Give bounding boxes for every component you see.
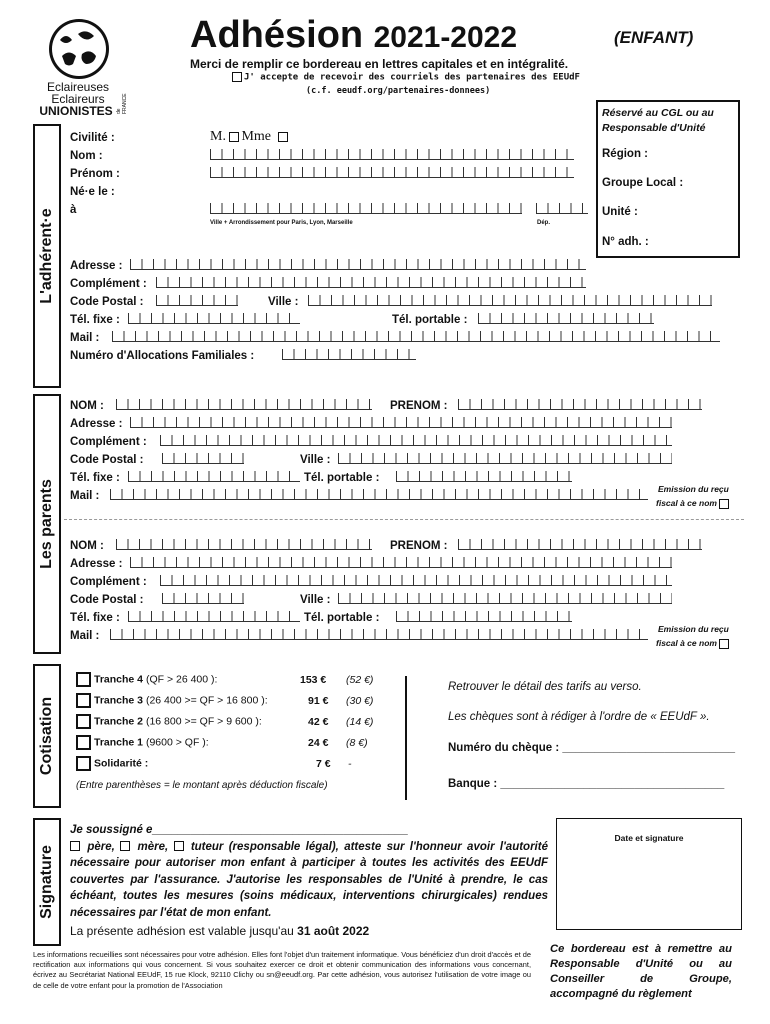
tuteur-checkbox[interactable]: [174, 841, 184, 851]
parent-adresse-field[interactable]: [130, 417, 672, 428]
parent-ville-field[interactable]: [338, 593, 672, 604]
m-checkbox[interactable]: [229, 132, 239, 142]
parent-nom-label: NOM :: [70, 540, 104, 552]
parent-block-1: [0, 398, 770, 518]
consent-checkbox[interactable]: [232, 72, 242, 82]
instruction: Merci de remplir ce bordereau en lettres capitales et en intégralité.: [190, 57, 569, 71]
logo-line1: Eclaireuses: [46, 80, 110, 94]
parent-prenom-label: PRENOM :: [390, 540, 448, 552]
tranche-net: (52 €): [346, 674, 374, 686]
tranche-row: [76, 672, 396, 690]
alloc-label: Numéro d'Allocations Familiales :: [70, 350, 255, 362]
dep-hint: Dép.: [537, 220, 551, 226]
tranche-price: 7 €: [316, 758, 331, 770]
civilite-label: Civilité :: [70, 132, 115, 144]
date-signature-label: Date et signature: [614, 833, 684, 843]
emission-label: fiscal à ce nom: [656, 498, 717, 508]
ville-hint: Ville + Arrondissement pour Paris, Lyon, Marseille: [210, 220, 353, 226]
tranche-range: (26 400 >= QF > 16 800 ):: [145, 694, 268, 707]
emission-line1: Emission du reçu: [658, 484, 729, 494]
tranche-range: (16 800 >= QF > 9 600 ):: [145, 715, 262, 728]
parent-ville-label: Ville :: [300, 594, 331, 606]
nadh-label: N° adh. :: [602, 236, 649, 248]
parent-tel-fixe-field[interactable]: [128, 471, 300, 482]
attestation-text: l'autorité nécessaire pour autoriser mon enfant à participer à toutes les activités des EEUdF couvertes par l'assurance. J'autorise les responsables de l'Unité à prendre, le cas échéant, toutes les mesures (soins médicaux, interventions chirurgicales) rendues nécessaires par l'état de mon enfant.: [70, 840, 548, 919]
parents-divider: [64, 519, 744, 520]
adresse-field[interactable]: [130, 259, 586, 270]
parent-mail-field[interactable]: [110, 629, 648, 640]
prenom-field[interactable]: [210, 167, 574, 178]
tranche-label: Solidarité :: [94, 757, 149, 770]
parent-mail-field[interactable]: [110, 489, 648, 500]
parent-mail-label: Mail :: [70, 490, 100, 502]
tranche-price: 153 €: [300, 674, 327, 686]
tranche-net: (8 €): [346, 737, 368, 749]
role-line: [70, 839, 548, 922]
cp-label: Code Postal :: [70, 296, 144, 308]
parent-nom-field[interactable]: [116, 539, 372, 550]
cp-field[interactable]: [156, 295, 238, 306]
tel-port-field[interactable]: [478, 313, 654, 324]
parent-ville-field[interactable]: [338, 453, 672, 464]
parent-nom-label: NOM :: [70, 400, 104, 412]
tranche-label: Tranche 4: [94, 673, 144, 686]
emission-line2: [656, 498, 731, 509]
title-word: Adhésion: [190, 14, 364, 56]
logo-line3: UNIONISTES: [39, 104, 113, 118]
pere-checkbox[interactable]: [70, 841, 80, 851]
pere-label: père,: [87, 840, 115, 853]
tranche-label: Tranche 3: [94, 694, 144, 707]
cheques-text: Les chèques sont à rédiger à l'ordre de « EEUdF ».: [448, 711, 710, 723]
validity-line: [70, 924, 369, 938]
parent-complement-field[interactable]: [160, 575, 672, 586]
signature-section-label: Signature: [38, 845, 55, 919]
tranche-label: Tranche 2: [94, 715, 144, 728]
privacy-notice: Les informations recueillies sont nécessaires pour votre adhésion. Elles font l'objet d'un traitement informatique. Vous bénéficiez d'un droit d'accès et de rectification aux informations qui vous concernent. Si vous souhaitez exercer ce droit et obtenir communication des informations vous concernant, écrivez au Secrétariat National EEUdF, 15 rue Klock, 92110 Clichy ou sn@eeudf.org. Par cette adhésion, vous autorisez l'utilisation de votre image ou de celle de votre enfant pour la promotion de l'Association: [33, 950, 531, 990]
logo: [36, 18, 126, 122]
emission-checkbox-1[interactable]: [719, 499, 729, 509]
tel-fixe-field[interactable]: [128, 313, 300, 324]
mme-label: Mme: [241, 129, 272, 144]
parent-prenom-field[interactable]: [458, 539, 702, 550]
mere-label: mère,: [137, 840, 169, 853]
signature-text: [70, 822, 548, 921]
parent-cp-field[interactable]: [162, 453, 244, 464]
parent-complement-field[interactable]: [160, 435, 672, 446]
tranche-row: [76, 693, 396, 711]
remettre-notice: Ce bordereau est à remettre au Responsable d'Unité ou au Conseiller de Groupe, accompagné du règlement: [550, 943, 732, 1000]
emission-line1: Emission du reçu: [658, 624, 729, 634]
reserved-box: [596, 100, 740, 258]
cotisation-divider: [405, 676, 407, 800]
logo-line2: Eclaireurs: [51, 92, 105, 106]
naissance-label: Né·e le :: [70, 186, 115, 198]
tuteur-label: tuteur (responsable légal), atteste sur l'honneur avoir: [190, 840, 495, 853]
ville-field[interactable]: [308, 295, 712, 306]
emission-label: fiscal à ce nom: [656, 638, 717, 648]
parent-complement-label: Complément :: [70, 436, 147, 448]
tranche-net: (30 €): [346, 695, 374, 707]
parent-adresse-label: Adresse :: [70, 558, 123, 570]
tranche-price: 24 €: [308, 737, 329, 749]
tranche-range: (9600 > QF ):: [145, 736, 209, 749]
page-title: [190, 14, 517, 57]
logo-tag: de FRANCE: [116, 93, 128, 114]
consent-row: [232, 72, 580, 83]
parent-cp-label: Code Postal :: [70, 454, 144, 466]
adherent-section-label: L'adhérent·e: [38, 208, 55, 304]
parent-tel-fixe-label: Tél. fixe :: [70, 472, 120, 484]
consent-link: (c.f. eeudf.org/partenaires-donnees): [306, 86, 491, 96]
title-years: 2021-2022: [373, 21, 518, 54]
tranche-1-checkbox[interactable]: [76, 735, 91, 750]
parent-adresse-field[interactable]: [130, 557, 672, 568]
parent-block-2: [0, 538, 770, 658]
tranche-4-checkbox[interactable]: [76, 672, 91, 687]
banque-field[interactable]: Banque : ___________________________________: [448, 778, 725, 790]
m-label: M.: [210, 129, 226, 144]
tranche-net: (14 €): [346, 716, 374, 728]
parent-cp-field[interactable]: [162, 593, 244, 604]
parent-cp-label: Code Postal :: [70, 594, 144, 606]
adherent-section-tab: [33, 124, 61, 388]
cotisation-section-label: Cotisation: [38, 696, 55, 776]
complement-field[interactable]: [156, 277, 586, 288]
parent-tel-fixe-field[interactable]: [128, 611, 300, 622]
civilite-options: [210, 129, 290, 145]
validity-text: La présente adhésion est valable jusqu'au: [70, 924, 294, 938]
parent-mail-label: Mail :: [70, 630, 100, 642]
mme-checkbox[interactable]: [278, 132, 288, 142]
logo-emblem-icon: [44, 18, 114, 80]
cotisation-note: (Entre parenthèses = le montant après déduction fiscale): [76, 780, 328, 791]
parent-tel-port-field[interactable]: [396, 471, 572, 482]
nom-label: Nom :: [70, 150, 103, 162]
soussigne-line[interactable]: Je soussigné e________________________________________: [70, 824, 409, 836]
parent-ville-label: Ville :: [300, 454, 331, 466]
groupe-label: Groupe Local :: [602, 177, 684, 189]
nom-field[interactable]: [210, 149, 574, 160]
tranche-price: 91 €: [308, 695, 329, 707]
lieu-label: à: [70, 204, 77, 216]
consent-label: J' accepte de recevoir des courriels des partenaires des EEUdF: [244, 72, 580, 83]
cotisation-section-tab: [33, 664, 61, 808]
tranche-price: 42 €: [308, 716, 329, 728]
parent-tel-fixe-label: Tél. fixe :: [70, 612, 120, 624]
alloc-field[interactable]: [282, 349, 416, 360]
ville-label: Ville :: [268, 296, 299, 308]
parent-prenom-label: PRENOM :: [390, 400, 448, 412]
unite-label: Unité :: [602, 206, 638, 218]
tranche-2-checkbox[interactable]: [76, 714, 91, 729]
parent-adresse-label: Adresse :: [70, 418, 123, 430]
date-signature-box[interactable]: [556, 818, 742, 930]
enfant-badge: (ENFANT): [614, 28, 694, 47]
adresse-label: Adresse :: [70, 260, 123, 272]
parents-section-label: Les parents: [38, 479, 55, 569]
parent-tel-port-label: Tél. portable :: [304, 472, 380, 484]
retrouver-text: Retrouver le détail des tarifs au verso.: [448, 681, 642, 693]
solidarite-checkbox[interactable]: [76, 756, 91, 771]
parent-tel-port-label: Tél. portable :: [304, 612, 380, 624]
tranche-row: [76, 756, 396, 774]
num-cheque-field[interactable]: Numéro du chèque : ___________________________: [448, 742, 736, 754]
parent-prenom-field[interactable]: [458, 399, 702, 410]
lieu-field[interactable]: [210, 203, 522, 214]
parent-nom-field[interactable]: [116, 399, 372, 410]
dep-field[interactable]: [536, 203, 588, 214]
complement-label: Complément :: [70, 278, 147, 290]
emission-checkbox-2[interactable]: [719, 639, 729, 649]
tel-port-label: Tél. portable :: [392, 314, 468, 326]
mail-label: Mail :: [70, 332, 100, 344]
mail-field[interactable]: [112, 331, 720, 342]
tranche-row: [76, 714, 396, 732]
validity-date: 31 août 2022: [297, 924, 370, 938]
parent-tel-port-field[interactable]: [396, 611, 572, 622]
tranche-net: -: [348, 758, 352, 770]
reserved-title: Réservé au CGL ou au Responsable d'Unité: [602, 107, 714, 134]
tranche-row: [76, 735, 396, 753]
region-label: Région :: [602, 148, 648, 160]
emission-line2: [656, 638, 731, 649]
signature-section-tab: [33, 818, 61, 946]
prenom-label: Prénom :: [70, 168, 120, 180]
mere-checkbox[interactable]: [120, 841, 130, 851]
tranche-label: Tranche 1: [94, 736, 144, 749]
tel-fixe-label: Tél. fixe :: [70, 314, 120, 326]
tranche-range: (QF > 26 400 ):: [145, 673, 218, 686]
parent-complement-label: Complément :: [70, 576, 147, 588]
tranche-3-checkbox[interactable]: [76, 693, 91, 708]
